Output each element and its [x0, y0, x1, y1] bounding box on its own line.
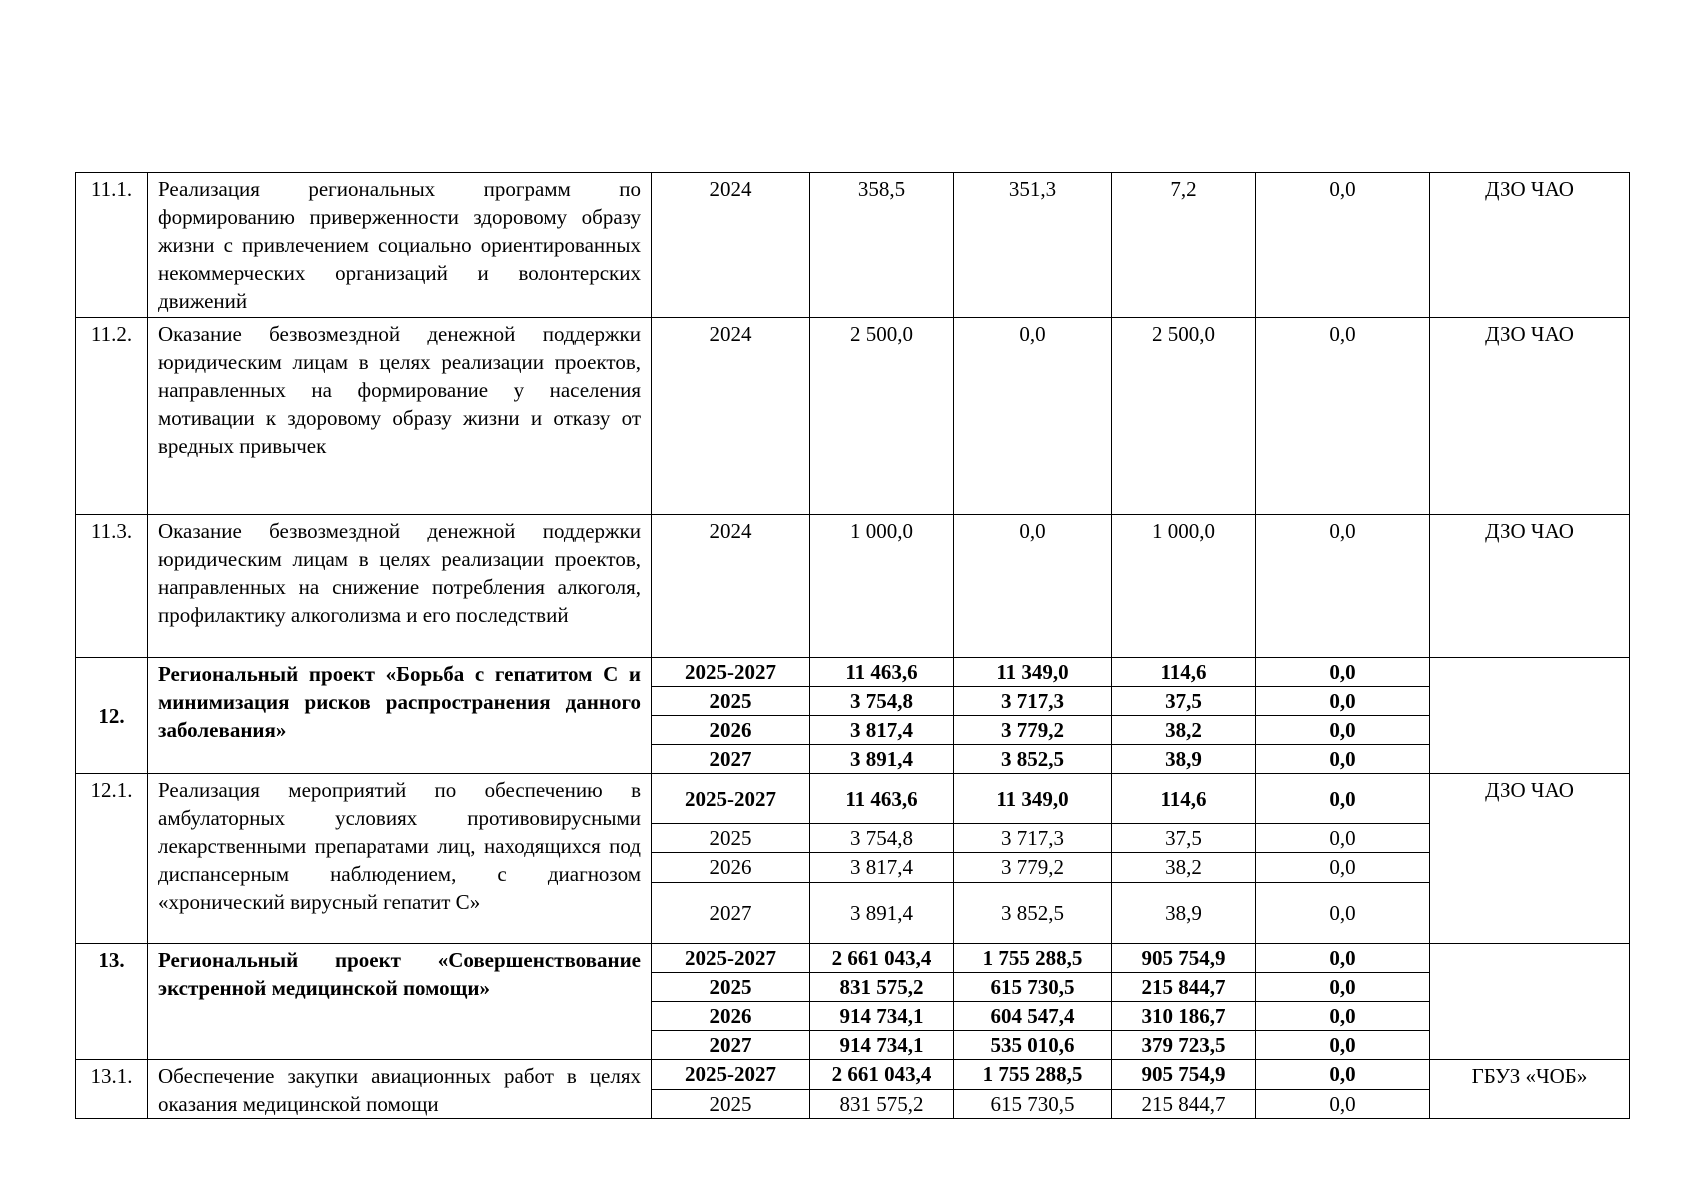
regional-cell: 38,9 [1112, 745, 1256, 774]
other-cell: 0,0 [1256, 745, 1430, 774]
table-row [76, 774, 1630, 824]
total-cell: 1 000,0 [810, 515, 954, 658]
table-row [76, 515, 1630, 658]
federal-cell: 604 547,4 [954, 1002, 1112, 1031]
executor-cell: ДЗО ЧАО [1430, 173, 1630, 318]
federal-cell: 3 717,3 [954, 824, 1112, 853]
federal-cell: 3 717,3 [954, 687, 1112, 716]
table-row [76, 173, 1630, 318]
item-name: Реализация региональных программ по формированию приверженности здоровому образу жизни с привлечением социально ориентированных некоммерческих организаций и волонтерских движений [148, 173, 652, 318]
federal-cell: 0,0 [954, 318, 1112, 515]
regional-cell: 2 500,0 [1112, 318, 1256, 515]
federal-cell: 3 852,5 [954, 883, 1112, 944]
period-cell: 2024 [652, 173, 810, 318]
other-cell: 0,0 [1256, 658, 1430, 687]
executor-cell [1430, 944, 1630, 1060]
regional-cell: 905 754,9 [1112, 944, 1256, 973]
total-cell: 2 661 043,4 [810, 944, 954, 973]
regional-cell: 215 844,7 [1112, 973, 1256, 1002]
federal-cell: 0,0 [954, 515, 1112, 658]
item-number: 12.1. [76, 774, 148, 944]
total-cell: 3 754,8 [810, 687, 954, 716]
federal-cell: 3 852,5 [954, 745, 1112, 774]
regional-cell: 7,2 [1112, 173, 1256, 318]
total-cell: 3 817,4 [810, 853, 954, 883]
regional-cell: 1 000,0 [1112, 515, 1256, 658]
period-cell: 2027 [652, 1031, 810, 1060]
federal-cell: 3 779,2 [954, 853, 1112, 883]
item-name: Региональный проект «Борьба с гепатитом С и минимизация рисков распространения данного заболевания» [148, 658, 652, 774]
period-cell: 2025 [652, 687, 810, 716]
other-cell: 0,0 [1256, 824, 1430, 853]
federal-cell: 351,3 [954, 173, 1112, 318]
other-cell: 0,0 [1256, 944, 1430, 973]
federal-cell: 11 349,0 [954, 658, 1112, 687]
table-row [76, 658, 1630, 687]
regional-cell: 38,2 [1112, 716, 1256, 745]
item-number: 12. [76, 658, 148, 774]
regional-cell: 905 754,9 [1112, 1060, 1256, 1090]
item-name: Оказание безвозмездной денежной поддержки юридическим лицам в целях реализации проектов, направленных на снижение потребления алкоголя, профилактику алкоголизма и его последствий [148, 515, 652, 658]
total-cell: 358,5 [810, 173, 954, 318]
executor-cell [1430, 658, 1630, 774]
federal-cell: 615 730,5 [954, 1089, 1112, 1119]
regional-cell: 37,5 [1112, 687, 1256, 716]
period-cell: 2024 [652, 318, 810, 515]
other-cell: 0,0 [1256, 853, 1430, 883]
total-cell: 2 500,0 [810, 318, 954, 515]
item-number: 13.1. [76, 1060, 148, 1119]
total-cell: 3 754,8 [810, 824, 954, 853]
federal-cell: 3 779,2 [954, 716, 1112, 745]
regional-cell: 379 723,5 [1112, 1031, 1256, 1060]
total-cell: 914 734,1 [810, 1031, 954, 1060]
period-cell: 2026 [652, 716, 810, 745]
regional-cell: 38,9 [1112, 883, 1256, 944]
period-cell: 2025-2027 [652, 658, 810, 687]
federal-cell: 1 755 288,5 [954, 1060, 1112, 1090]
item-number: 11.1. [76, 173, 148, 318]
table-row [76, 944, 1630, 973]
executor-cell: ДЗО ЧАО [1430, 318, 1630, 515]
table-row [76, 318, 1630, 515]
program-funding-table [75, 172, 1630, 1119]
executor-cell: ДЗО ЧАО [1430, 515, 1630, 658]
item-number: 13. [76, 944, 148, 1060]
other-cell: 0,0 [1256, 1060, 1430, 1090]
period-cell: 2027 [652, 745, 810, 774]
item-number: 11.2. [76, 318, 148, 515]
item-name: Обеспечение закупки авиационных работ в целях оказания медицинской помощи [148, 1060, 652, 1119]
period-cell: 2026 [652, 1002, 810, 1031]
regional-cell: 38,2 [1112, 853, 1256, 883]
period-cell: 2025 [652, 824, 810, 853]
other-cell: 0,0 [1256, 883, 1430, 944]
other-cell: 0,0 [1256, 687, 1430, 716]
total-cell: 831 575,2 [810, 1089, 954, 1119]
period-cell: 2025-2027 [652, 944, 810, 973]
period-cell: 2027 [652, 883, 810, 944]
federal-cell: 535 010,6 [954, 1031, 1112, 1060]
period-cell: 2025-2027 [652, 774, 810, 824]
federal-cell: 615 730,5 [954, 973, 1112, 1002]
other-cell: 0,0 [1256, 973, 1430, 1002]
other-cell: 0,0 [1256, 1089, 1430, 1119]
federal-cell: 1 755 288,5 [954, 944, 1112, 973]
other-cell: 0,0 [1256, 1002, 1430, 1031]
other-cell: 0,0 [1256, 716, 1430, 745]
table-row [76, 1060, 1630, 1090]
period-cell: 2025 [652, 1089, 810, 1119]
federal-cell: 11 349,0 [954, 774, 1112, 824]
other-cell: 0,0 [1256, 774, 1430, 824]
total-cell: 3 891,4 [810, 883, 954, 944]
other-cell: 0,0 [1256, 515, 1430, 658]
period-cell: 2025 [652, 973, 810, 1002]
regional-cell: 37,5 [1112, 824, 1256, 853]
period-cell: 2024 [652, 515, 810, 658]
item-number: 11.3. [76, 515, 148, 658]
total-cell: 831 575,2 [810, 973, 954, 1002]
total-cell: 914 734,1 [810, 1002, 954, 1031]
period-cell: 2025-2027 [652, 1060, 810, 1090]
total-cell: 3 817,4 [810, 716, 954, 745]
other-cell: 0,0 [1256, 318, 1430, 515]
total-cell: 11 463,6 [810, 658, 954, 687]
executor-cell: ДЗО ЧАО [1430, 774, 1630, 944]
regional-cell: 114,6 [1112, 658, 1256, 687]
regional-cell: 215 844,7 [1112, 1089, 1256, 1119]
total-cell: 11 463,6 [810, 774, 954, 824]
item-name: Реализация мероприятий по обеспечению в амбулаторных условиях противовирусными лекарственными препаратами лиц, находящихся под диспансерным наблюдением, с диагнозом «хронический вирусный гепатит С» [148, 774, 652, 944]
other-cell: 0,0 [1256, 173, 1430, 318]
item-name: Оказание безвозмездной денежной поддержки юридическим лицам в целях реализации проектов, направленных на формирование у населения мотивации к здоровому образу жизни и отказу от вредных привычек [148, 318, 652, 515]
total-cell: 2 661 043,4 [810, 1060, 954, 1090]
regional-cell: 310 186,7 [1112, 1002, 1256, 1031]
period-cell: 2026 [652, 853, 810, 883]
regional-cell: 114,6 [1112, 774, 1256, 824]
total-cell: 3 891,4 [810, 745, 954, 774]
other-cell: 0,0 [1256, 1031, 1430, 1060]
executor-cell: ГБУЗ «ЧОБ» [1430, 1060, 1630, 1119]
item-name: Региональный проект «Совершенствование экстренной медицинской помощи» [148, 944, 652, 1060]
